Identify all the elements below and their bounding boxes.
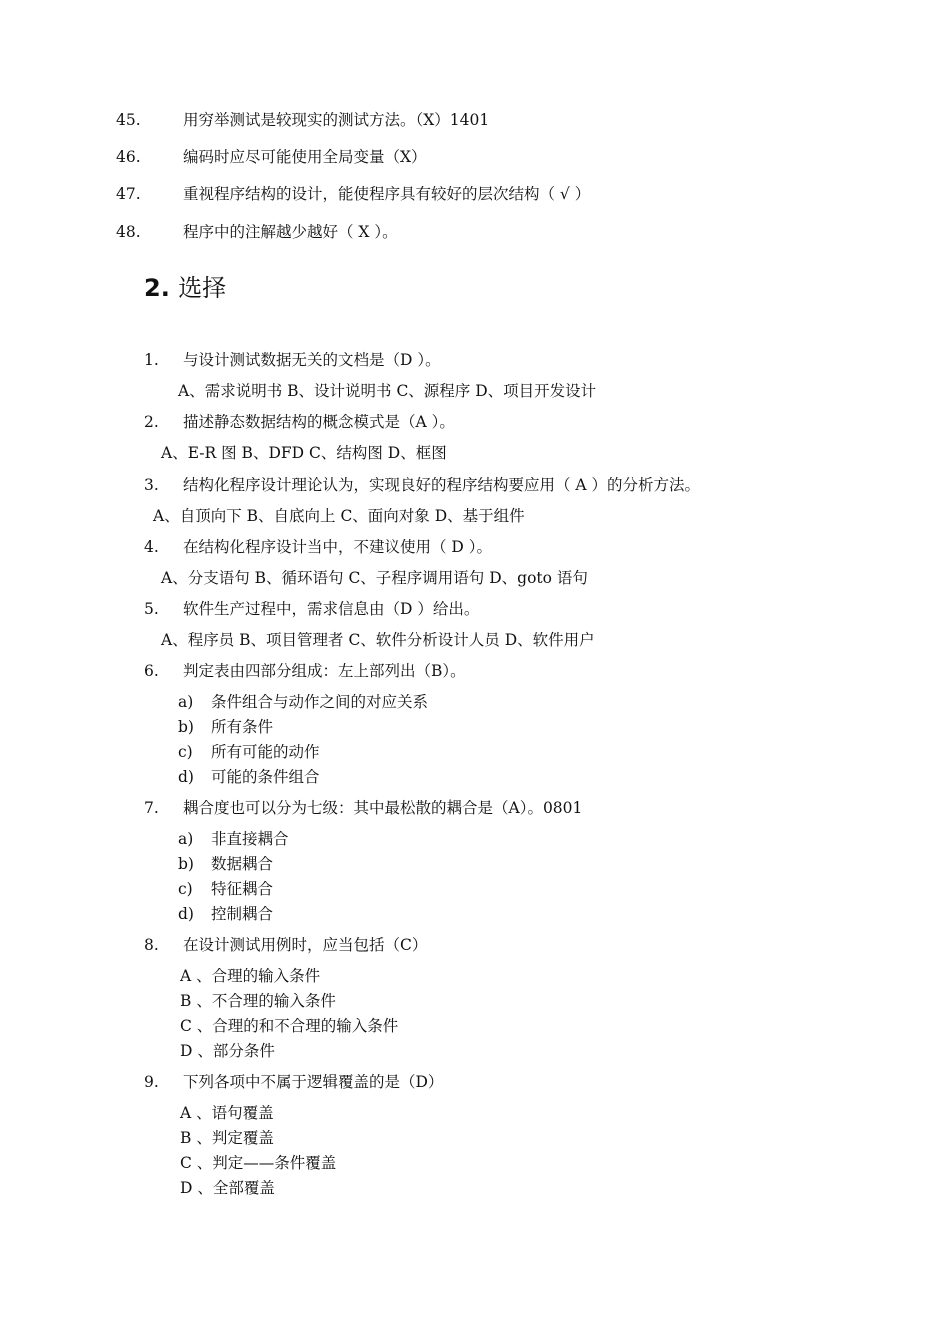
question-number: 4. [144, 538, 159, 556]
option-text: 特征耦合 [211, 880, 274, 898]
question-text: 耦合度也可以分为七级：其中最松散的耦合是（A）。0801 [183, 799, 583, 817]
option-text: A 、语句覆盖 [180, 1104, 274, 1122]
question-number: 7. [144, 799, 159, 817]
question-text: 结构化程序设计理论认为，实现良好的程序结构要应用（ A ）的分析方法。 [183, 476, 701, 494]
question-number: 8. [144, 936, 159, 954]
question-number: 5. [144, 600, 159, 618]
question-number: 3. [144, 476, 159, 494]
option-label: a) [178, 693, 194, 711]
question-text: 软件生产过程中，需求信息由（D ）给出。 [183, 600, 480, 618]
option-label: b) [178, 855, 194, 873]
option-text: 非直接耦合 [211, 830, 289, 848]
option-label: d) [178, 905, 194, 923]
question-number: 6. [144, 662, 159, 680]
option-label: a) [178, 830, 194, 848]
section-number: 2. [144, 274, 170, 302]
option-text: 条件组合与动作之间的对应关系 [211, 693, 429, 711]
option-text: 控制耦合 [211, 905, 274, 923]
option-text: B 、不合理的输入条件 [180, 992, 336, 1010]
question-options: A、分支语句 B、循环语句 C、子程序调用语句 D、goto 语句 [161, 569, 588, 587]
option-text: D 、全部覆盖 [180, 1179, 275, 1197]
question-number: 1. [144, 351, 159, 369]
option-text: 所有可能的动作 [211, 743, 320, 761]
question-options: A、E-R 图 B、DFD C、结构图 D、框图 [161, 444, 447, 462]
option-text: D 、部分条件 [180, 1042, 275, 1060]
question-text: 判定表由四部分组成：左上部列出（B）。 [183, 662, 466, 680]
option-label: c) [178, 743, 193, 761]
question-options: A、需求说明书 B、设计说明书 C、源程序 D、项目开发设计 [178, 382, 597, 400]
item-text: 用穷举测试是较现实的测试方法。（X）1401 [183, 111, 490, 129]
option-label: b) [178, 718, 194, 736]
option-label: d) [178, 768, 194, 786]
question-text: 下列各项中不属于逻辑覆盖的是（D） [183, 1073, 444, 1091]
option-label: c) [178, 880, 193, 898]
question-text: 在设计测试用例时，应当包括（C） [183, 936, 428, 954]
option-text: A 、合理的输入条件 [180, 967, 321, 985]
option-text: 数据耦合 [211, 855, 274, 873]
question-options: A、自顶向下 B、自底向上 C、面向对象 D、基于组件 [153, 507, 525, 525]
question-number: 2. [144, 413, 159, 431]
question-text: 描述静态数据结构的概念模式是（A ）。 [183, 413, 455, 431]
item-number: 47. [116, 185, 141, 203]
question-text: 在结构化程序设计当中，不建议使用（ D ）。 [183, 538, 493, 556]
option-text: 可能的条件组合 [211, 768, 320, 786]
option-text: B 、判定覆盖 [180, 1129, 274, 1147]
option-text: C 、判定——条件覆盖 [180, 1154, 337, 1172]
question-options: A、程序员 B、项目管理者 C、软件分析设计人员 D、软件用户 [161, 631, 595, 649]
section-heading [144, 272, 226, 304]
item-number: 45. [116, 111, 141, 129]
question-text: 与设计测试数据无关的文档是（D ）。 [183, 351, 441, 369]
item-text: 程序中的注解越少越好（ X ）。 [183, 223, 398, 241]
question-number: 9. [144, 1073, 159, 1091]
section-title: 选择 [178, 274, 227, 302]
option-text: C 、合理的和不合理的输入条件 [180, 1017, 399, 1035]
option-text: 所有条件 [211, 718, 274, 736]
item-number: 48. [116, 223, 141, 241]
item-number: 46. [116, 148, 141, 166]
item-text: 重视程序结构的设计，能使程序具有较好的层次结构（ √ ） [183, 185, 591, 203]
item-text: 编码时应尽可能使用全局变量（X） [183, 148, 427, 166]
